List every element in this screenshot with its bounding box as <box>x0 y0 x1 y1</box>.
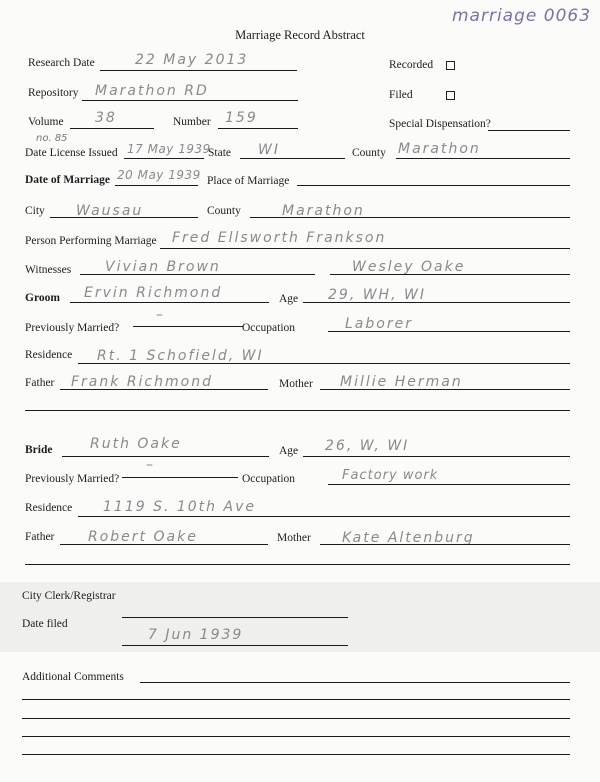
bride-age-label: Age <box>279 445 299 457</box>
groom-occupation-value: Laborer <box>345 316 413 332</box>
bride-occupation-label: Occupation <box>242 473 296 485</box>
county-value: Marathon <box>398 141 481 157</box>
bride-prev-married-value: – <box>146 457 155 473</box>
number-value: 159 <box>225 110 258 126</box>
comments-line-2 <box>22 699 570 700</box>
groom-age-label: Age <box>279 293 299 305</box>
date-of-marriage-value: 20 May 1939 <box>117 168 201 182</box>
date-filed-line <box>122 645 348 646</box>
city-label: City <box>25 205 45 217</box>
county2-line <box>250 217 570 218</box>
groom-age-line <box>303 302 570 303</box>
volume-line <box>70 128 154 129</box>
bride-occupation-value: Factory work <box>342 468 439 483</box>
witness2-line <box>330 274 570 275</box>
research-date-value: 22 May 2013 <box>135 52 249 68</box>
person-performing-value: Fred Ellsworth Frankson <box>172 230 387 246</box>
number-label: Number <box>173 116 211 128</box>
groom-father-value: Frank Richmond <box>71 374 213 390</box>
filed-label: Filed <box>389 89 413 101</box>
groom-occupation-line <box>328 331 570 332</box>
groom-line <box>70 302 269 303</box>
recorded-checkbox[interactable] <box>446 61 455 70</box>
bride-father-value: Robert Oake <box>88 529 198 545</box>
research-date-label: Research Date <box>28 57 95 69</box>
comments-line-4 <box>22 736 570 737</box>
groom-value: Ervin Richmond <box>84 285 223 301</box>
date-of-marriage-label: Date of Marriage <box>25 174 110 186</box>
groom-residence-label: Residence <box>25 349 73 361</box>
city-clerk-line <box>122 617 348 618</box>
place-of-marriage-label: Place of Marriage <box>207 175 290 187</box>
volume-value: 38 <box>95 110 117 126</box>
date-filed-label: Date filed <box>22 618 68 630</box>
additional-comments-label: Additional Comments <box>22 671 124 683</box>
groom-residence-value: Rt. 1 Schofield, WI <box>97 348 264 364</box>
groom-label: Groom <box>25 292 60 304</box>
city-clerk-label: City Clerk/Registrar <box>22 590 116 602</box>
repository-label: Repository <box>28 87 79 99</box>
groom-father-label: Father <box>25 377 55 389</box>
groom-prev-married-value: – <box>156 307 165 323</box>
date-license-value: 17 May 1939 <box>127 142 211 156</box>
state-line <box>240 158 345 159</box>
form-title: Marriage Record Abstract <box>235 28 365 42</box>
repository-value: Marathon RD <box>95 83 209 99</box>
groom-prev-married-line <box>133 326 243 327</box>
special-dispensation-line <box>488 130 570 131</box>
groom-age-value: 29, WH, WI <box>328 287 426 303</box>
date-of-marriage-line <box>115 185 198 186</box>
witness1-value: Vivian Brown <box>105 259 221 275</box>
groom-prev-married-label: Previously Married? <box>25 322 120 334</box>
comments-line-1 <box>140 682 570 683</box>
license-note: no. 85 <box>36 133 68 144</box>
bride-value: Ruth Oake <box>90 436 182 452</box>
bride-prev-married-label: Previously Married? <box>25 473 120 485</box>
number-line <box>218 128 298 129</box>
recorded-label: Recorded <box>389 59 434 71</box>
person-performing-line <box>160 248 570 249</box>
groom-mother-line <box>320 389 570 390</box>
groom-mother-value: Millie Herman <box>340 374 463 390</box>
county2-value: Marathon <box>282 203 365 219</box>
bride-occupation-line <box>328 484 570 485</box>
groom-extra-line <box>25 410 570 411</box>
county2-label: County <box>207 205 241 217</box>
witness2-value: Wesley Oake <box>352 259 466 275</box>
date-filed-value: 7 Jun 1939 <box>148 627 244 643</box>
volume-label: Volume <box>28 116 64 128</box>
city-value: Wausau <box>76 203 144 219</box>
bride-father-line <box>60 544 268 545</box>
record-stamp: marriage 0063 <box>452 6 592 26</box>
bride-residence-value: 1119 S. 10th Ave <box>103 499 256 515</box>
bride-age-value: 26, W, WI <box>325 438 410 454</box>
bride-mother-label: Mother <box>277 532 311 544</box>
bride-residence-line <box>78 516 570 517</box>
bride-residence-label: Residence <box>25 502 73 514</box>
place-of-marriage-line <box>297 185 570 186</box>
bride-mother-value: Kate Altenburg <box>342 530 475 546</box>
bride-father-label: Father <box>25 531 55 543</box>
groom-residence-line <box>78 363 570 364</box>
groom-mother-label: Mother <box>279 378 313 390</box>
filed-checkbox[interactable] <box>446 91 455 100</box>
city-line <box>50 217 198 218</box>
state-label: State <box>208 147 231 159</box>
comments-line-5 <box>22 754 570 755</box>
special-dispensation-label: Special Dispensation? <box>389 118 491 130</box>
state-value: WI <box>258 142 280 158</box>
bride-age-line <box>303 456 570 457</box>
bride-mother-line <box>320 544 570 545</box>
research-date-line <box>100 70 297 71</box>
witnesses-label: Witnesses <box>25 264 72 276</box>
bride-prev-married-line <box>122 477 238 478</box>
comments-line-3 <box>22 718 570 719</box>
witness1-line <box>80 274 315 275</box>
date-license-label: Date License Issued <box>25 147 118 159</box>
groom-occupation-label: Occupation <box>242 322 296 334</box>
bride-extra-line <box>25 564 570 565</box>
county-line <box>396 158 570 159</box>
bride-line <box>62 456 269 457</box>
bride-label: Bride <box>25 444 53 456</box>
date-license-line <box>124 158 204 159</box>
county-label: County <box>352 147 386 159</box>
groom-father-line <box>60 389 268 390</box>
repository-line <box>82 100 298 101</box>
person-performing-label: Person Performing Marriage <box>25 235 157 247</box>
